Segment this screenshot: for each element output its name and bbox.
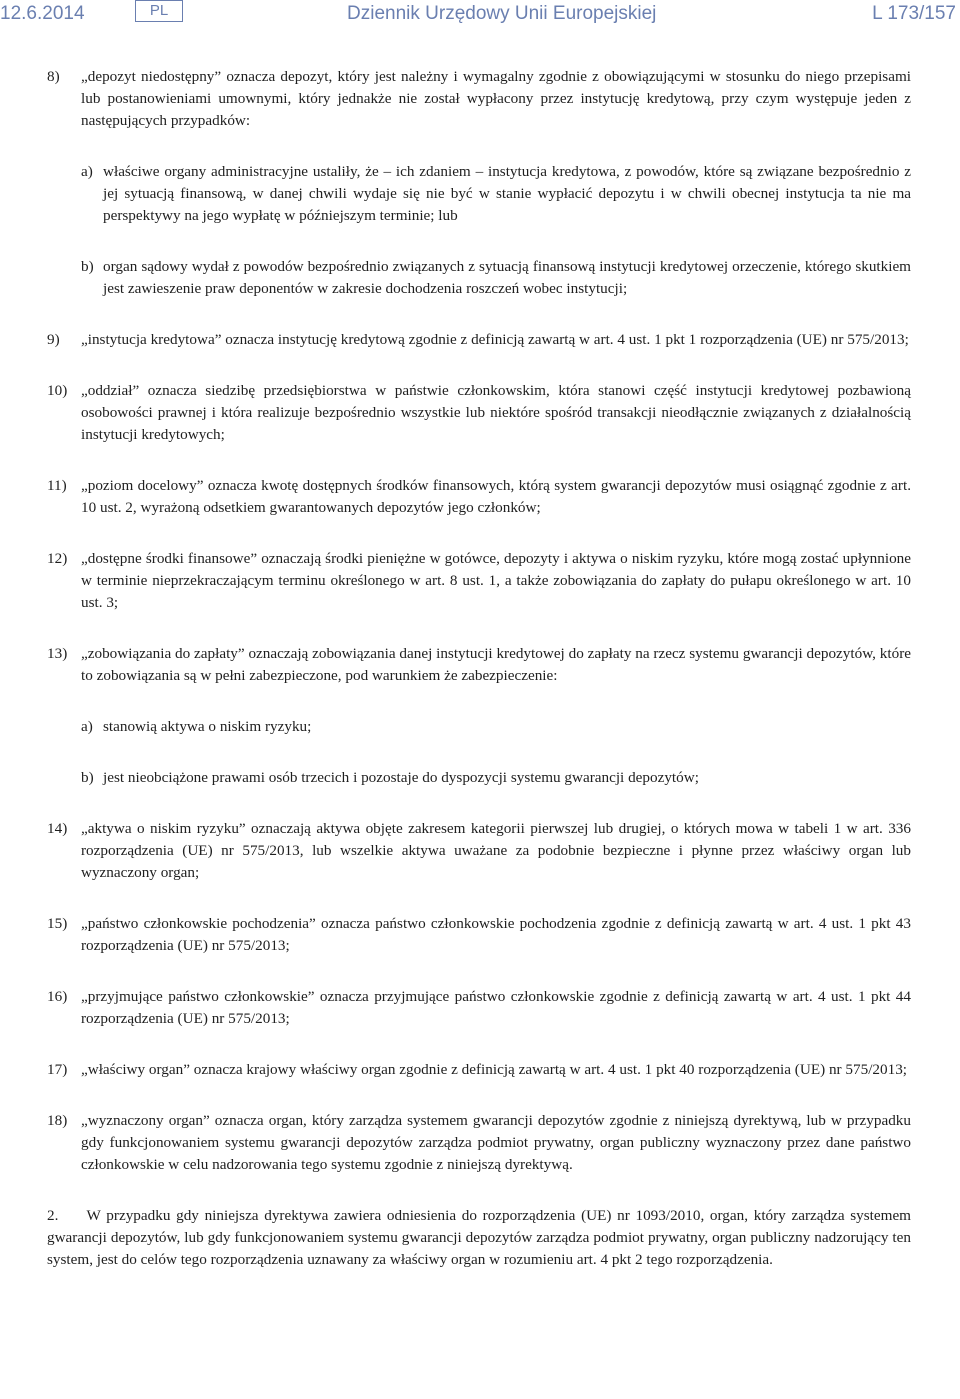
item-number: 10) <box>47 382 68 399</box>
sub-item-letter: b) <box>81 769 94 786</box>
journal-header <box>0 0 960 34</box>
sub-item-text: stanowią aktywa o niskim ryzyku; <box>103 718 312 735</box>
definition-item <box>47 66 911 300</box>
item-text: „aktywa o niskim ryzyku” oznaczają aktywa objęte zakresem kategorii pierwszej lub drugiej, o których mowa w tabeli 1 w art. 336 rozporządzenia (UE) nr 575/2013, lub wszelkie aktywa uważane za podobnie bezpieczne i płynne przez właściwy organ lub wyznaczony organ; <box>81 820 911 881</box>
item-text: „państwo członkowskie pochodzenia” oznacza państwo członkowskie pochodzenia zgodnie z definicją zawartą w art. 4 ust. 1 pkt 43 rozporządzenia (UE) nr 575/2013; <box>81 915 911 954</box>
definition-item <box>47 1059 911 1081</box>
language-badge: PL <box>135 0 183 22</box>
item-text: „instytucja kredytowa” oznacza instytucję kredytową zgodnie z definicją zawartą w art. 4 ust. 1 pkt 1 rozporządzenia (UE) nr 575/2013; <box>81 331 909 348</box>
definition-item <box>47 818 911 884</box>
item-number: 16) <box>47 988 68 1005</box>
sub-item <box>81 767 911 789</box>
item-number: 15) <box>47 915 68 932</box>
definition-item <box>47 329 911 351</box>
definition-item <box>47 913 911 957</box>
final-paragraph: 2. W przypadku gdy niniejsza dyrektywa zawiera odniesienia do rozporządzenia (UE) nr 1093/2010, organ, który zarządza systemem gwarancji depozytów, lub gdy funkcjonowaniem systemu gwarancji depozytów zarządza podmiot prywatny, organ publiczny nadzorujący ten system, jest do celów tego rozporządzenia uznawany za właściwy organ w rozumieniu art. 4 pkt 2 tego rozporządzenia. <box>47 1207 915 1268</box>
definition-item <box>47 986 911 1030</box>
sub-item-letter: b) <box>81 258 94 275</box>
sub-item-text: jest nieobciążone prawami osób trzecich i pozostaje do dyspozycji systemu gwarancji depozytów; <box>103 769 699 786</box>
definition-item <box>47 380 911 446</box>
definition-item <box>47 643 911 789</box>
sub-item <box>81 161 911 227</box>
sub-item-text: organ sądowy wydał z powodów bezpośrednio związanych z sytuacją finansową instytucji kredytowej orzeczenie, którego skutkiem jest zawieszenie praw deponentów w zakresie dochodzenia roszczeń wobec instytucji; <box>103 258 911 297</box>
item-number: 11) <box>47 477 67 494</box>
page-reference: L 173/157 <box>872 3 956 24</box>
definition-item <box>47 475 911 519</box>
item-text: „dostępne środki finansowe” oznaczają środki pieniężne w gotówce, depozyty i aktywa o niskim ryzyku, które mogą zostać upłynnione w terminie nieprzekraczającym terminu określonego w art. 8 ust. 1, a także zobowiązania do zapłaty do pułapu określonego w art. 10 ust. 3; <box>81 550 911 611</box>
item-text: „zobowiązania do zapłaty” oznaczają zobowiązania danej instytucji kredytowej do zapłaty na rzecz systemu gwarancji depozytów, które to zobowiązania są w pełni zabezpieczone, pod warunkiem że zabezpieczenie: <box>81 645 911 684</box>
sub-item <box>81 256 911 300</box>
item-text: „właściwy organ” oznacza krajowy właściwy organ zgodnie z definicją zawartą w art. 4 ust. 1 pkt 40 rozporządzenia (UE) nr 575/2013; <box>81 1061 908 1078</box>
item-text: „oddział” oznacza siedzibę przedsiębiorstwa w państwie członkowskim, która stanowi część instytucji kredytowej pozbawioną osobowości prawnej i która realizuje bezpośrednio wszystkie lub niektóre spośród transakcji nieodłącznie związanych z działalnością instytucji kredytowych; <box>81 382 911 443</box>
sub-item <box>81 716 911 738</box>
document-body <box>47 66 915 1271</box>
item-text: „wyznaczony organ” oznacza organ, który zarządza systemem gwarancji depozytów zgodnie z niniejszą dyrektywą, lub w przypadku gdy funkcjonowaniem systemu gwarancji depozytów zarządza podmiot prywatny, organ publiczny wyznaczony przez dane państwo członkowskie w celu nadzorowania tego systemu zgodnie z niniejszą dyrektywą. <box>81 1112 911 1173</box>
item-number: 17) <box>47 1061 68 1078</box>
item-text: „przyjmujące państwo członkowskie” oznacza przyjmujące państwo członkowskie zgodnie z definicją zawartą w art. 4 ust. 1 pkt 44 rozporządzenia (UE) nr 575/2013; <box>81 988 911 1027</box>
definition-item <box>47 548 911 614</box>
sub-item-list <box>81 716 911 789</box>
item-number: 8) <box>47 68 60 85</box>
journal-title: Dziennik Urzędowy Unii Europejskiej <box>347 3 657 24</box>
sub-item-letter: a) <box>81 718 93 735</box>
item-number: 12) <box>47 550 68 567</box>
item-text: „depozyt niedostępny” oznacza depozyt, który jest należny i wymagalny zgodnie z obowiązującymi w stosunku do niego przepisami lub postanowieniami umownymi, który jednakże nie został wypłacony przez instytucję kredytową, przy czym występuje jeden z następujących przypadków: <box>81 68 911 129</box>
sub-item-list <box>81 161 911 300</box>
sub-item-text: właściwe organy administracyjne ustaliły, że – ich zdaniem – instytucja kredytowa, z powodów, które są związane bezpośrednio z jej sytuacją finansową, w danej chwili wydaje się nie być w stanie wypłacić depozytu i w chwili obecnej instytucja ta nie ma perspektywy na jego wypłatę w późniejszym terminie; lub <box>103 163 911 224</box>
item-number: 18) <box>47 1112 68 1129</box>
item-number: 13) <box>47 645 68 662</box>
definition-item <box>47 1110 911 1176</box>
sub-item-letter: a) <box>81 163 93 180</box>
publication-date: 12.6.2014 <box>0 3 85 24</box>
item-number: 9) <box>47 331 60 348</box>
item-text: „poziom docelowy” oznacza kwotę dostępnych środków finansowych, którą system gwarancji depozytów musi osiągnąć zgodnie z art. 10 ust. 2, wyrażoną odsetkiem gwarantowanych depozytów jego członków; <box>81 477 911 516</box>
definitions-list <box>47 66 911 1176</box>
item-number: 14) <box>47 820 68 837</box>
